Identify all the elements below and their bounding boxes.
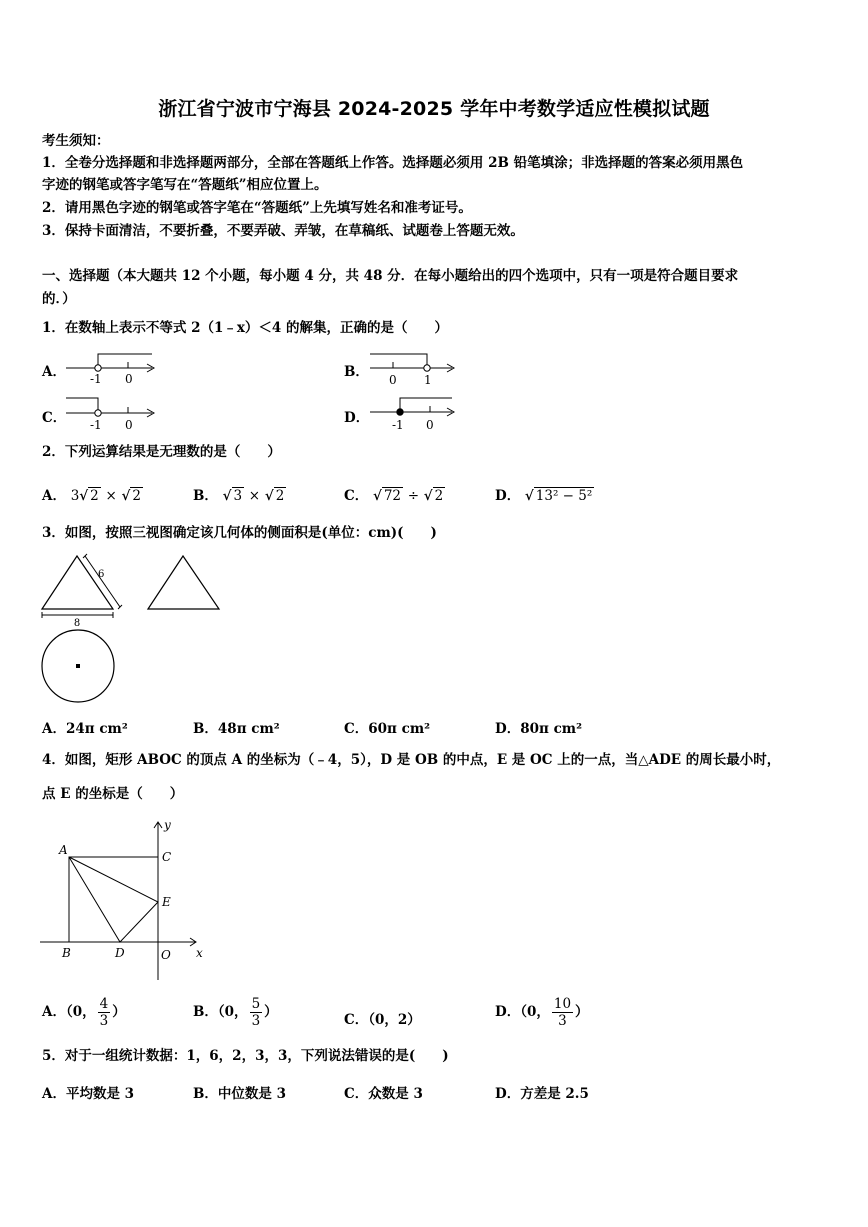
q1-option-c-numberline: [64, 390, 160, 432]
q1-option-a-numberline: [64, 346, 160, 386]
q2-option-c: C． √ 72 ÷ √ 2: [344, 488, 444, 504]
q1-option-a-label: A．: [42, 364, 66, 380]
notice-line-1b: 字迹的钢笔或答字笔写在“答题纸”相应位置上。: [42, 177, 328, 193]
q3-three-views-figure: [38, 552, 228, 712]
tick-label: 0: [426, 418, 434, 432]
q4-option-b: B．（0， $\frac{5}{3}$ ）: [193, 996, 278, 1029]
q2-stem: 2．下列运算结果是无理数的是（ ）: [42, 444, 281, 460]
top-view-center-dot: [76, 664, 80, 668]
x-axis-label: x: [196, 946, 203, 960]
q1-option-b-numberline: [368, 346, 458, 386]
point-D-label: D: [115, 946, 125, 960]
q4-option-a: A．（0， $\frac{4}{3}$ ）: [42, 996, 126, 1029]
section-heading-line-2: 的．）: [42, 291, 76, 307]
notice-line-3: 3．保持卡面清洁，不要折叠，不要弄破、弄皱，在草稿纸、试题卷上答题无效。: [42, 223, 524, 239]
q1-option-d-label: D．: [344, 410, 370, 426]
tick-label: 1: [424, 373, 432, 386]
point-A-label: A: [59, 843, 68, 857]
option-label: C．: [344, 488, 369, 504]
triangle-ADE: [69, 857, 158, 942]
option-label: D．: [495, 488, 521, 504]
q3-option-c: C．60π cm²: [344, 721, 431, 737]
q2-option-b: B． √ 3 × √ 2: [193, 488, 285, 504]
q2-option-d: D． √ 13² − 5²: [495, 488, 593, 504]
q1-stem: 1．在数轴上表示不等式 2（1﹣x）＜4 的解集，正确的是（ ）: [42, 320, 449, 336]
page-title: 浙江省宁波市宁海县 2024-2025 学年中考数学适应性模拟试题: [158, 98, 710, 120]
q3-option-a: A．24π cm²: [42, 721, 128, 737]
q5-option-a: A．平均数是 3: [42, 1086, 135, 1102]
section-heading-line-1: 一、选择题（本大题共 12 个小题，每小题 4 分，共 48 分．在每小题给出的四个选项中，只有一项是符合题目要求: [42, 268, 739, 284]
tick-label: 0: [125, 372, 133, 386]
q4-stem-line-1: 4．如图，矩形 ABOC 的顶点 A 的坐标为（﹣4，5），D 是 OB 的中点，E 是 OC 上的一点，当△ADE 的周长最小时，: [42, 752, 781, 768]
rectangle-ABOC: [69, 857, 158, 942]
q4-option-c: C．（0，2）: [344, 1012, 421, 1028]
tick-label: 0: [389, 373, 397, 386]
q5-option-b: B．中位数是 3: [193, 1086, 287, 1102]
q5-stem: 5．对于一组统计数据：1，6，2，3，3，下列说法错误的是( ): [42, 1048, 449, 1064]
tick-label: -1: [392, 418, 404, 432]
q1-option-c-label: C．: [42, 410, 67, 426]
q3-stem: 3．如图，按照三视图确定该几何体的侧面积是(单位：cm)( ): [42, 525, 437, 541]
q2-option-a: A． 3√ 2 × √ 2: [42, 488, 141, 504]
q4-stem-line-2: 点 E 的坐标是（ ）: [42, 786, 184, 802]
point-E-label: E: [162, 895, 171, 909]
q1-option-b-label: B．: [344, 364, 369, 380]
q5-option-c: C．众数是 3: [344, 1086, 423, 1102]
notice-line-1a: 1．全卷分选择题和非选择题两部分，全部在答题纸上作答。选择题必须用 2B 铅笔填涂；非选择题的答案必须用黑色: [42, 155, 744, 171]
q3-option-d: D．80π cm²: [495, 721, 582, 737]
tick-label: -1: [90, 372, 102, 386]
notice-heading: 考生须知：: [42, 133, 110, 149]
point-O-label: O: [161, 948, 171, 962]
tick-label: -1: [90, 418, 102, 432]
option-label: B．: [193, 488, 218, 504]
q1-option-d-numberline: [368, 392, 458, 434]
q4-coordinate-figure: [38, 816, 210, 986]
point-B-label: B: [62, 946, 71, 960]
q5-option-d: D．方差是 2.5: [495, 1086, 589, 1102]
notice-line-2: 2．请用黑色字迹的钢笔或答字笔在“答题纸”上先填写姓名和准考证号。: [42, 200, 472, 216]
dim-base-label: 8: [73, 618, 81, 629]
q4-option-d: D．（0， $\frac{10}{3}$ ）: [495, 996, 589, 1029]
front-view-triangle: [42, 556, 113, 609]
tick-label: 0: [125, 418, 133, 432]
q3-option-b: B．48π cm²: [193, 721, 280, 737]
point-C-label: C: [162, 850, 172, 864]
option-label: A．: [42, 488, 66, 504]
dim-side-label: 6: [98, 569, 105, 580]
y-axis-label: y: [164, 818, 171, 832]
side-view-triangle: [148, 556, 219, 609]
